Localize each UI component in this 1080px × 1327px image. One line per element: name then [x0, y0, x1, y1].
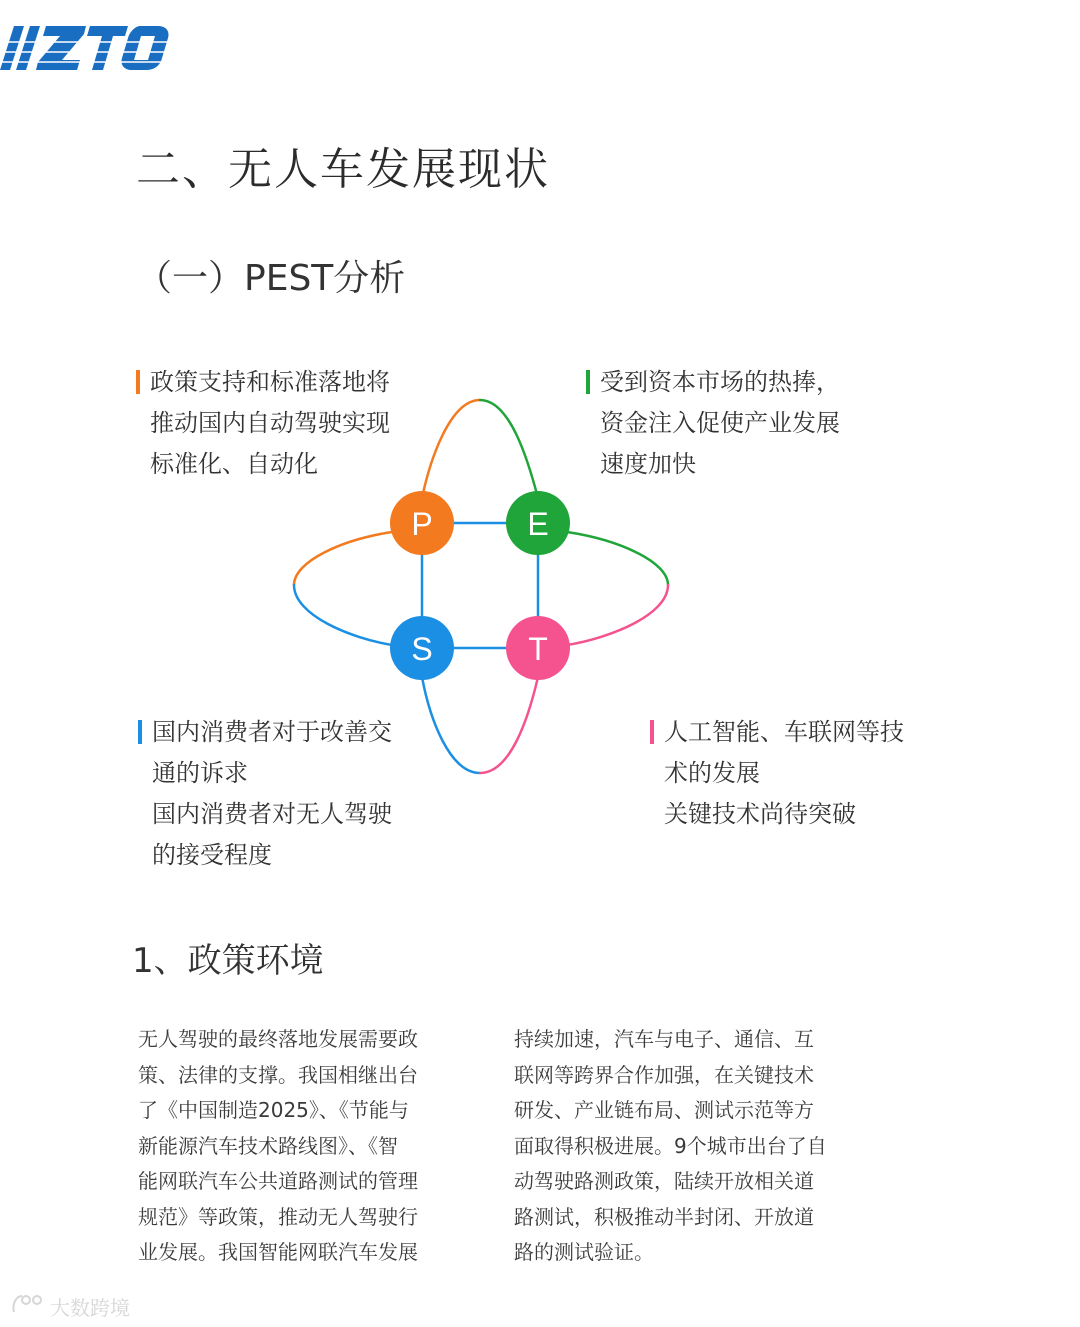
- body-right-column: [514, 1022, 854, 1271]
- body-line: 了《中国制造2025》、《节能与: [138, 1098, 409, 1122]
- top-lobe-right: [480, 400, 538, 498]
- technological-text: [650, 712, 904, 835]
- node-e-label: E: [527, 506, 549, 542]
- body-line: 业发展。我国智能网联汽车发展: [138, 1240, 418, 1264]
- watermark-icon: [10, 1292, 44, 1316]
- left-lobe-lower: [294, 585, 392, 645]
- watermark-text: 大数跨境: [50, 1296, 130, 1320]
- bottom-lobe-right: [480, 677, 538, 773]
- chapter-title: 二、无人车发展现状: [136, 144, 550, 195]
- watermark: [10, 1290, 150, 1320]
- body-line: 策、法律的支撑。我国相继出台: [138, 1062, 418, 1087]
- political-line: 政策支持和标准落地将: [150, 368, 390, 396]
- social-line: 通的诉求: [152, 759, 248, 787]
- political-marker: [136, 370, 140, 394]
- node-s-label: S: [411, 631, 433, 667]
- body-line: 路的测试验证。: [514, 1240, 654, 1264]
- body-line: 动驾驶路测政策，陆续开放相关道: [514, 1169, 814, 1193]
- social-marker: [138, 720, 142, 744]
- body-line: 路测试，积极推动半封闭、开放道: [514, 1204, 814, 1229]
- body-left-column: [138, 1022, 478, 1271]
- left-lobe-upper: [294, 532, 392, 585]
- social-line: 国内消费者对无人驾驶: [152, 800, 392, 828]
- body-line: 联网等跨界合作加强，在关键技术: [514, 1062, 814, 1087]
- top-lobe-left: [422, 400, 480, 498]
- technological-line: 术的发展: [664, 759, 760, 787]
- technological-line: 人工智能、车联网等技: [664, 718, 904, 746]
- political-line: 标准化、自动化: [150, 450, 318, 478]
- body-line: 规范》等政策，推动无人驾驶行: [138, 1204, 418, 1229]
- body-line: 面取得积极进展。9个城市出台了自: [514, 1133, 827, 1158]
- economic-line: 速度加快: [600, 450, 696, 478]
- body-line: 持续加速，汽车与电子、通信、互: [514, 1027, 814, 1051]
- body-line: 能网联汽车公共道路测试的管理: [138, 1169, 418, 1193]
- economic-line: 受到资本市场的热捧，: [600, 368, 840, 396]
- right-lobe-upper: [567, 532, 668, 585]
- node-p-label: P: [411, 506, 433, 542]
- economic-line: 资金注入促使产业发展: [600, 409, 840, 437]
- section-title: （一）PEST分析: [136, 258, 406, 299]
- body-line: 新能源汽车技术路线图》、《智: [138, 1133, 398, 1158]
- right-lobe-lower: [567, 585, 668, 645]
- subsection-title: 1、政策环境: [132, 941, 324, 981]
- technological-line: 关键技术尚待突破: [664, 800, 856, 828]
- political-line: 推动国内自动驾驶实现: [150, 409, 390, 437]
- node-t-label: T: [528, 631, 548, 667]
- body-line: 无人驾驶的最终落地发展需要政: [138, 1027, 418, 1051]
- social-line: 国内消费者对于改善交: [152, 718, 392, 746]
- body-line: 研发、产业链布局、测试示范等方: [514, 1098, 814, 1122]
- zto-logo: [0, 22, 170, 74]
- pest-diagram: [280, 380, 680, 790]
- bottom-lobe-left: [422, 677, 480, 773]
- social-line: 的接受程度: [152, 841, 272, 869]
